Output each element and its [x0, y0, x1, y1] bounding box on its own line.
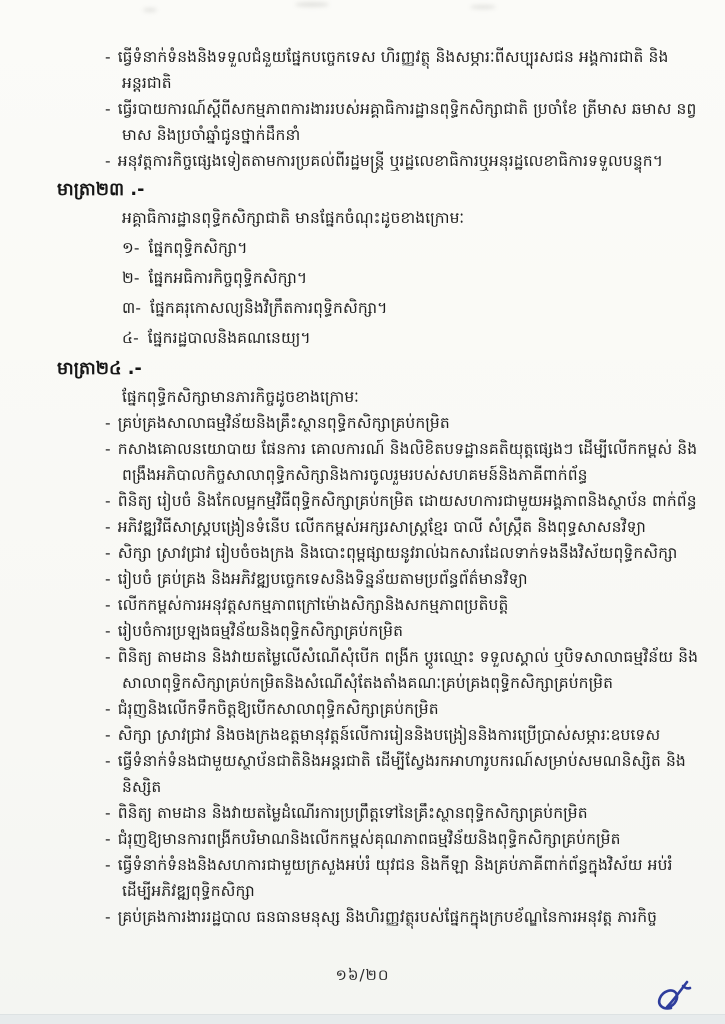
bullet-line [0, 904, 699, 930]
intro-line: ផ្នែកពុទ្ធិកសិក្សាមានភារកិច្ចដូចខាងក្រោមៈ [122, 388, 360, 406]
bullet-marker: - [105, 100, 111, 118]
line-text: គ្រប់គ្រងការងាររដ្ឋបាល ធនធានមនុស្ស និងហិរញ្ញវត្ថុរបស់ផ្នែកក្នុងក្របខ័ណ្ឌនៃការអនុវត្ត ភារកិច្ច [117, 908, 658, 926]
line-text: ពិនិត្យ តាមដាន និងវាយតម្លៃលើសំណើសុំបើក ពង្រីក ប្តូរឈ្មោះ ទទួលស្គាល់ ឬបិទសាលាធម្មវិន័យ និងសាលាពុទ្ធិកសិក្សាគ្រប់កម្រិតនិងសំណើសុំតែងតាំងគណៈគ្រប់គ្រងពុទ្ធិកសិក្សាគ្រប់កម្រិត [117, 648, 699, 692]
bullet-line [0, 800, 699, 826]
bullet-line [0, 748, 699, 800]
scan-artifact [470, 5, 496, 9]
bullet-marker: - [105, 596, 111, 614]
line-text: ផ្នែករដ្ឋបាលនិងគណនេយ្យ។ [147, 329, 311, 347]
signature-initials-ink [641, 974, 703, 1018]
bullet-line [0, 514, 699, 540]
bullet-line [0, 618, 699, 644]
line-text: អភិវឌ្ឍវិធីសាស្ត្របង្រៀនទំនើប លើកកម្ពស់អក្សរសាស្ត្រខ្មែរ បាលី សំស្ក្រឹត និងពុទ្ធសាសនវិទ្យា [117, 518, 646, 536]
line-text: សិក្សា ស្រាវជ្រាវ និងចងក្រងឧត្តមានុវត្តន៍លើការរៀននិងបង្រៀននិងការប្រើប្រាស់សម្ភារៈឧបទេស [117, 726, 661, 744]
line-text: រៀបចំ គ្រប់គ្រង និងអភិវឌ្ឍបច្ចេកទេសនិងទិន្នន័យតាមប្រព័ន្ធព័ត៌មានវិទ្យា [117, 570, 528, 588]
line-text: គ្រប់គ្រងសាលាធម្មវិន័យនិងគ្រឹះស្ថានពុទ្ធិកសិក្សាគ្រប់កម្រិត [117, 414, 450, 432]
line-text: កសាងគោលនយោបាយ ផែនការ គោលការណ៍ និងលិខិតបទដ្ឋានគតិយុត្តផ្សេងៗ ដើម្បីលើកកម្ពស់ និងពង្រឹងអភិបាលកិច្ចសាលាពុទ្ធិកសិក្សានិងការចូលរួមរបស់សហគមន៍និងភាគីពាក់ព័ន្ធ [117, 440, 698, 484]
bullet-line [0, 44, 699, 96]
page-number: ១៦/២០ [335, 966, 390, 984]
bullet-line [0, 436, 699, 488]
bullet-line [0, 592, 699, 618]
bullet-marker: - [105, 492, 111, 510]
bullet-marker: - [105, 804, 111, 822]
scan-bottom-edge [0, 1014, 725, 1024]
bullet-marker: - [105, 648, 111, 666]
bullet-marker: - [105, 440, 111, 458]
line-text: ធ្វើរបាយការណ៍ស្តីពីសកម្មភាពការងាររបស់អគ្គាធិការដ្ឋានពុទ្ធិកសិក្សាជាតិ ប្រចាំខែ ត្រីមាស ឆមាស នព្វមាស និងប្រចាំឆ្នាំជូនថ្នាក់ដឹកនាំ [117, 100, 697, 144]
line-text: លើកកម្ពស់ការអនុវត្តសកម្មភាពក្រៅម៉ោងសិក្សានិងសកម្មភាពប្រតិបត្តិ [117, 596, 509, 614]
bullet-line [0, 488, 699, 514]
bullet-marker: - [105, 518, 111, 536]
numbered-line [0, 265, 699, 291]
number-marker: ៤- [122, 329, 139, 347]
line-text: ពិនិត្យ រៀបចំ និងកែលម្អកម្មវិធីពុទ្ធិកសិក្សាគ្រប់កម្រិត ដោយសហការជាមួយអង្គភាពនិងស្ថាប័ន ពាក់ព័ន្ធ [117, 492, 697, 510]
line-text: ពិនិត្យ តាមដាន និងវាយតម្លៃដំណើរការប្រព្រឹត្តទៅនៃគ្រឹះស្ថានពុទ្ធិកសិក្សាគ្រប់កម្រិត [117, 804, 588, 822]
numbered-line [0, 325, 699, 351]
bullet-marker: - [105, 700, 111, 718]
number-marker: ២- [122, 269, 140, 287]
line-text: អនុវត្តការកិច្ចផ្សេងទៀតតាមការប្រគល់ពីរដ្ឋមន្ត្រី ឬរដ្ឋលេខាធិការឬអនុរដ្ឋលេខាធិការទទួលបន្ទុក។ [117, 152, 664, 170]
line-text: ធ្វើទំនាក់ទំនងជាមួយស្ថាប័នជាតិនិងអន្តរជាតិ ដើម្បីស្វែងរកអាហារូបករណ៍សម្រាប់សមណនិស្សិត និងនិស្សិត [117, 752, 686, 796]
bullet-marker: - [105, 726, 111, 744]
bullet-marker: - [105, 570, 111, 588]
bullet-line [0, 566, 699, 592]
line-text: ផ្នែកអធិការកិច្ចពុទ្ធិកសិក្សា។ [148, 269, 308, 287]
bullet-line [0, 852, 699, 904]
line-text: ផ្នែកពុទ្ធិកសិក្សា។ [148, 239, 248, 257]
bullet-line [0, 540, 699, 566]
bullet-line [0, 148, 699, 174]
numbered-line [0, 235, 699, 261]
bullet-marker: - [105, 752, 111, 770]
intro-line: អគ្គាធិការដ្ឋានពុទ្ធិកសិក្សាជាតិ មានផ្នែកចំណុះដូចខាងក្រោមៈ [122, 209, 465, 227]
article-heading: មាត្រា២៤ .- [57, 359, 142, 379]
article-heading: មាត្រា២៣ .- [57, 180, 145, 200]
number-marker: ៣- [122, 299, 142, 317]
numbered-line [0, 295, 699, 321]
bullet-marker: - [105, 152, 111, 170]
bullet-line [0, 826, 699, 852]
line-text: សិក្សា ស្រាវជ្រាវ រៀបចំចងក្រង និងបោះពុម្ពផ្សាយនូវរាល់ឯកសារដែលទាក់ទងនឹងវិស័យពុទ្ធិកសិក្សា [117, 544, 678, 562]
bullet-marker: - [105, 544, 111, 562]
number-marker: ១- [122, 239, 140, 257]
bullet-marker: - [105, 830, 111, 848]
scan-artifact [295, 2, 329, 7]
line-text: ជំរុញនិងលើកទឹកចិត្តឱ្យបើកសាលាពុទ្ធិកសិក្សាគ្រប់កម្រិត [117, 700, 439, 718]
line-text: រៀបចំការប្រឡងធម្មវិន័យនិងពុទ្ធិកសិក្សាគ្រប់កម្រិត [117, 622, 404, 640]
bullet-marker: - [105, 48, 111, 66]
line-text: ជំរុញឱ្យមានការពង្រីកបរិមាណនិងលើកកម្ពស់គុណភាពធម្មវិន័យនិងពុទ្ធិកសិក្សាគ្រប់កម្រិត [117, 830, 621, 848]
bullet-line [0, 696, 699, 722]
line-text: ធ្វើទំនាក់ទំនងនិងទទួលជំនួយផ្នែកបច្ចេកទេស ហិរញ្ញវត្ថុ និងសម្ភារៈពីសប្បុរសជន អង្គការជាតិ និងអន្តរជាតិ [117, 48, 669, 92]
bullet-marker: - [105, 908, 111, 926]
bullet-line [0, 722, 699, 748]
bullet-marker: - [105, 622, 111, 640]
bullet-marker: - [105, 414, 111, 432]
bullet-line [0, 644, 699, 696]
bullet-marker: - [105, 856, 111, 874]
document-body [0, 44, 725, 930]
line-text: ធ្វើទំនាក់ទំនងនិងសហការជាមួយក្រសួងអប់រំ យុវជន និងកីឡា និងគ្រប់ភាគីពាក់ព័ន្ធក្នុងវិស័យ អប់រំ ដើម្បីអភិវឌ្ឍពុទ្ធិកសិក្សា [117, 856, 673, 900]
scan-artifact [143, 8, 157, 12]
bullet-line [0, 96, 699, 148]
bullet-line [0, 410, 699, 436]
line-text: ផ្នែកគរុកោសល្យនិងវិក្រឹតការពុទ្ធិកសិក្សា។ [150, 299, 388, 317]
